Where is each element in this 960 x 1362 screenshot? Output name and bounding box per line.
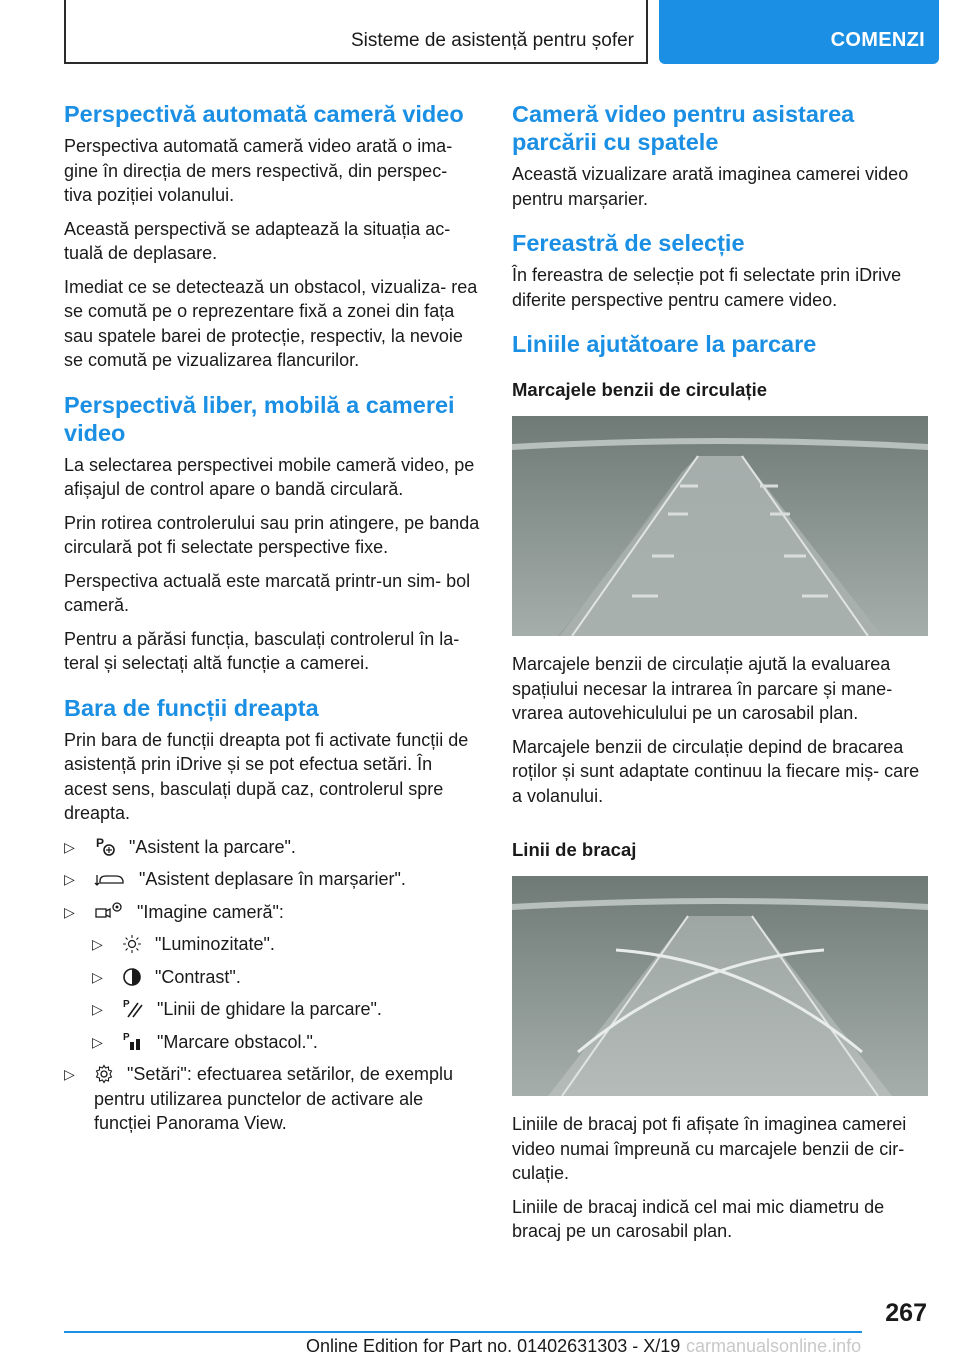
- list-item: [64, 900, 480, 925]
- list-item-text: "Linii de ghidare la parcare".: [157, 999, 382, 1019]
- paragraph: Imediat ce se detectează un obstacol, vizualiza- rea se comută pe o reprezentare fixă a zonei din fața sau spatele barei de protecție, respectiv, la nevoie se comută pe vizualizarea flancurilor.: [64, 276, 478, 370]
- triangle-bullet-icon: ▷: [92, 1001, 103, 1017]
- svg-text:P: P: [123, 999, 130, 1010]
- triangle-bullet-icon: ▷: [64, 903, 75, 920]
- paragraph: La selectarea perspectivei mobile cameră video, pe afișajul de control apare o bandă circulară.: [64, 454, 475, 499]
- paragraph: Marcajele benzii de circulație ajută la evaluarea spațiului necesar la intrarea în parcare și mane- vrarea autovehiculului pe un carosabil plan.: [512, 654, 893, 723]
- list-item-text: "Asistent la parcare".: [129, 836, 296, 857]
- triangle-bullet-icon: ▷: [64, 838, 75, 855]
- contrast-icon: [122, 967, 142, 987]
- list-item: [64, 867, 480, 892]
- list-item-text: "Setări": efectuarea setărilor, de exemplu pentru utilizarea punctelor de activare ale funcției Panorama View.: [94, 1064, 453, 1133]
- reversing-assistant-icon: [94, 871, 126, 889]
- list-item-text: "Asistent deplasare în marșarier".: [139, 869, 406, 889]
- paragraph: Perspectiva actuală este marcată printr-un sim- bol cameră.: [64, 570, 471, 615]
- heading-right-function-bar: Bara de funcții dreapta: [64, 694, 319, 721]
- footer-divider: [64, 1331, 862, 1333]
- list-item-text: "Marcare obstacol.".: [157, 1031, 318, 1052]
- svg-text:P: P: [123, 1031, 130, 1043]
- list-item: [64, 965, 480, 990]
- gear-icon: [94, 1064, 114, 1084]
- triangle-bullet-icon: ▷: [92, 968, 103, 985]
- list-item: [64, 932, 480, 957]
- camera-settings-icon: [94, 900, 124, 922]
- settings-list: [64, 1062, 480, 1136]
- subheading-steering-lines: Linii de bracaj: [512, 839, 637, 860]
- paragraph: Marcajele benzii de circulație depind de bracarea roților și sunt adaptate continuu la fiecare miș- care a volanului.: [512, 736, 920, 806]
- triangle-bullet-icon: ▷: [64, 871, 75, 887]
- header-frame: [64, 0, 648, 64]
- triangle-bullet-icon: ▷: [92, 1033, 103, 1050]
- list-item-text: "Contrast".: [155, 966, 241, 987]
- chapter-tab: [659, 0, 939, 64]
- parking-guide-lines-icon: [122, 997, 144, 1019]
- list-item: [64, 997, 480, 1022]
- paragraph: Această vizualizare arată imaginea camerei video pentru marșarier.: [512, 164, 909, 209]
- lane-markings-image: [512, 416, 928, 636]
- paragraph: Liniile de bracaj indică cel mai mic diametru de bracaj pe un carosabil plan.: [512, 1196, 885, 1241]
- list-item-text: "Luminozitate".: [155, 934, 275, 954]
- park-assistant-icon: [94, 835, 116, 857]
- section-title: Sisteme de asistență pentru șofer: [350, 30, 634, 51]
- paragraph: În fereastra de selecție pot fi selectate prin iDrive diferite perspective pentru camere video.: [512, 265, 902, 310]
- paragraph: Liniile de bracaj pot fi afișate în imaginea camerei video numai împreună cu marcajele benzii de cir- culație.: [512, 1114, 907, 1183]
- paragraph: Această perspectivă se adaptează la situația ac- tuală de deplasare.: [64, 218, 451, 263]
- paragraph: Prin rotirea controlerului sau prin atingere, pe banda circulară pot fi selectate perspective fixe.: [64, 512, 480, 557]
- paragraph: Pentru a părăsi funcția, basculați controlerul în la- teral și selectați altă funcție a camerei.: [64, 628, 460, 673]
- chapter-tab-label: COMENZI: [830, 29, 925, 51]
- obstacle-marking-icon: [122, 1030, 144, 1052]
- right-column: [512, 100, 928, 1253]
- list-item: [64, 835, 480, 860]
- camera-sublist: [64, 932, 480, 1054]
- edition-text: Online Edition for Part no. 01402631303 - X/19: [306, 1336, 681, 1356]
- heading-selection-window: Fereastră de selecție: [512, 230, 745, 256]
- steering-lines-image: [512, 876, 928, 1096]
- list-item: [64, 1030, 480, 1055]
- heading-parking-aid-lines: Liniile ajutătoare la parcare: [512, 331, 817, 357]
- brightness-icon: [122, 934, 142, 954]
- page-number: 267: [885, 1299, 927, 1327]
- triangle-bullet-icon: ▷: [64, 1066, 75, 1082]
- left-column: [64, 100, 480, 1144]
- steering-lines-figure: [512, 876, 928, 1096]
- function-list: [64, 835, 480, 925]
- paragraph: Perspectiva automată cameră video arată o ima- gine în direcția de mers respectivă, din perspec- tiva poziției volanului.: [64, 136, 453, 205]
- watermark-text: carmanualsonline.info: [686, 1336, 862, 1356]
- paragraph: Prin bara de funcții dreapta pot fi activate funcții de asistență prin iDrive și se pot efectua setări. În acest sens, basculați după caz, controlerul spre dreapta.: [64, 729, 469, 823]
- heading-rear-camera: Cameră video pentru asistarea parcării cu spatele: [512, 101, 855, 155]
- heading-free-perspective: Perspectivă liber, mobilă a camerei video: [64, 391, 455, 446]
- list-item: [64, 1062, 480, 1136]
- subheading-lane-markings: Marcajele benzii de circulație: [512, 379, 767, 400]
- triangle-bullet-icon: ▷: [92, 936, 103, 952]
- heading-auto-perspective: Perspectivă automată cameră video: [64, 101, 464, 127]
- svg-text:P: P: [96, 835, 105, 850]
- lane-markings-figure: [512, 416, 928, 636]
- list-item-text: "Imagine cameră":: [137, 901, 284, 922]
